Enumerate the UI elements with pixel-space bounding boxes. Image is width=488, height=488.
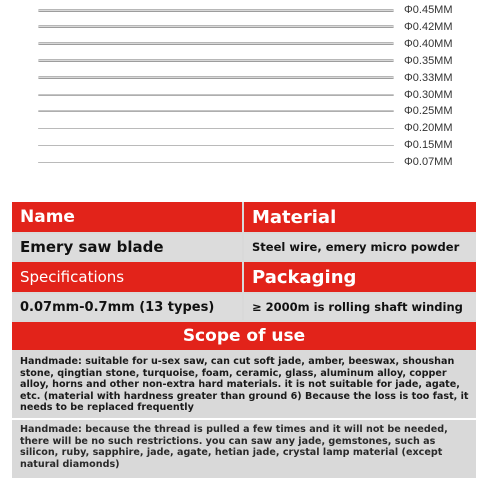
name-header: Name: [12, 202, 242, 232]
wire-row: [0, 120, 488, 136]
wire-row: [0, 19, 488, 35]
scope-text-primary: Handmade: suitable for u-sex saw, can cut soft jade, amber, beeswax, shoushan stone, qingtian stone, turquoise, foam, ceramic, glass, aluminum alloy, copper alloy, horns and other non-extra hard materials. it is not suitable for jade, agate, etc. (material with hardness greater than ground 6) Because the loss is too fast, it needs to be replaced frequently: [20, 356, 469, 414]
wire-sample: [38, 94, 394, 96]
material-value: Steel wire, emery micro powder: [244, 234, 476, 260]
scope-text-secondary: Handmade: because the thread is pulled a few times and it will not be needed, there will be no such restrictions. you can saw any jade, gemstones, such as silicon, ruby, sapphire, jade, agate, hetian jade, crystal lamp material (except natural diamonds): [20, 424, 448, 470]
wire-sample: [38, 162, 394, 163]
packaging-value: ≥ 2000m is rolling shaft winding: [244, 294, 476, 320]
wire-diameter-label: Φ0.25MM: [404, 105, 453, 118]
wire-sample: [38, 59, 394, 62]
wire-sample: [38, 110, 394, 112]
wire-sample: [38, 145, 394, 146]
wire-diameter-label: Φ0.35MM: [404, 54, 453, 67]
wire-diameter-label: Φ0.15MM: [404, 139, 453, 152]
scope-header: Scope of use: [12, 322, 476, 350]
scope-divider: [12, 418, 476, 420]
wire-row: [0, 70, 488, 86]
wire-row: [0, 103, 488, 119]
wire-diameter-label: Φ0.40MM: [404, 37, 453, 50]
wire-row: [0, 154, 488, 170]
packaging-header: Packaging: [244, 262, 476, 292]
wire-sample: [38, 128, 394, 130]
wire-diameter-label: Φ0.07MM: [404, 156, 453, 169]
material-header: Material: [244, 202, 476, 232]
wire-diameter-label: Φ0.33MM: [404, 71, 453, 84]
wire-diameter-label: Φ0.20MM: [404, 122, 453, 135]
wire-row: [0, 87, 488, 103]
wire-diameter-label: Φ0.30MM: [404, 88, 453, 101]
wire-diameter-label: Φ0.45MM: [404, 4, 453, 16]
wire-sample: [38, 42, 394, 45]
wire-sample: [38, 9, 394, 12]
spec-table: [12, 202, 476, 478]
wire-gauge-panel: [0, 0, 488, 172]
specifications-value: 0.07mm-0.7mm (13 types): [12, 294, 242, 320]
wire-diameter-label: Φ0.42MM: [404, 20, 453, 33]
wire-row: [0, 2, 488, 18]
name-value: Emery saw blade: [12, 234, 242, 260]
wire-sample: [38, 76, 394, 79]
wire-row: [0, 53, 488, 69]
wire-sample: [38, 25, 394, 28]
wire-row: [0, 36, 488, 52]
specifications-header: Specifications: [12, 262, 242, 292]
wire-row: [0, 137, 488, 153]
